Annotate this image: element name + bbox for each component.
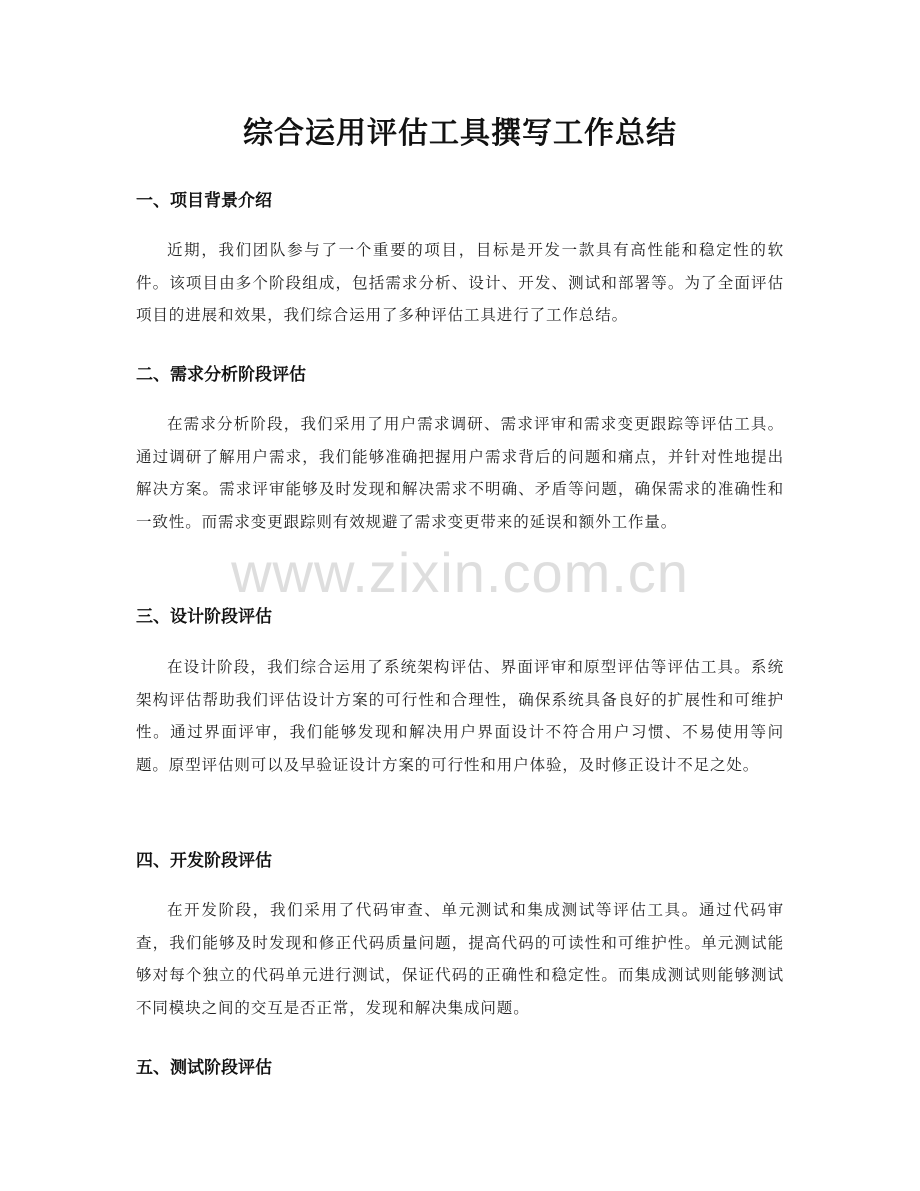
section-paragraph-development: 在开发阶段，我们采用了代码审查、单元测试和集成测试等评估工具。通过代码审查，我们能够及时发现和修正代码质量问题，提高代码的可读性和可维护性。单元测试能够对每个独立的代码单元进行测试，保证代码的正确性和稳定性。而集成测试则能够测试不同模块之间的交互是否正常，发现和解决集成问题。 [136, 901, 784, 1017]
section-paragraph-design: 在设计阶段，我们综合运用了系统架构评估、界面评审和原型评估等评估工具。系统架构评估帮助我们评估设计方案的可行性和合理性，确保系统具备良好的扩展性和可维护性。通过界面评审，我们能够发现和解决用户界面设计不符合用户习惯、不易使用等问题。原型评估则可以及早验证设计方案的可行性和用户体验，及时修正设计不足之处。 [136, 658, 784, 774]
section-heading-requirements: 二、需求分析阶段评估 [136, 365, 306, 385]
section-heading-background: 一、项目背景介绍 [136, 191, 272, 211]
section-heading-design: 三、设计阶段评估 [136, 607, 272, 627]
section-paragraph-requirements: 在需求分析阶段，我们采用了用户需求调研、需求评审和需求变更跟踪等评估工具。通过调研了解用户需求，我们能够准确把握用户需求背后的问题和痛点，并针对性地提出解决方案。需求评审能够及时发现和解决需求不明确、矛盾等问题，确保需求的准确性和一致性。而需求变更跟踪则有效规避了需求变更带来的延误和额外工作量。 [136, 415, 784, 531]
section-paragraph-background: 近期，我们团队参与了一个重要的项目，目标是开发一款具有高性能和稳定性的软件。该项目由多个阶段组成，包括需求分析、设计、开发、测试和部署等。为了全面评估项目的进展和效果，我们综合运用了多种评估工具进行了工作总结。 [136, 241, 784, 325]
section-heading-testing: 五、测试阶段评估 [136, 1058, 272, 1078]
section-heading-development: 四、开发阶段评估 [136, 851, 272, 871]
page-title: 综合运用评估工具撰写工作总结 [243, 116, 677, 151]
watermark: www.zixin.com.cn [231, 541, 689, 604]
